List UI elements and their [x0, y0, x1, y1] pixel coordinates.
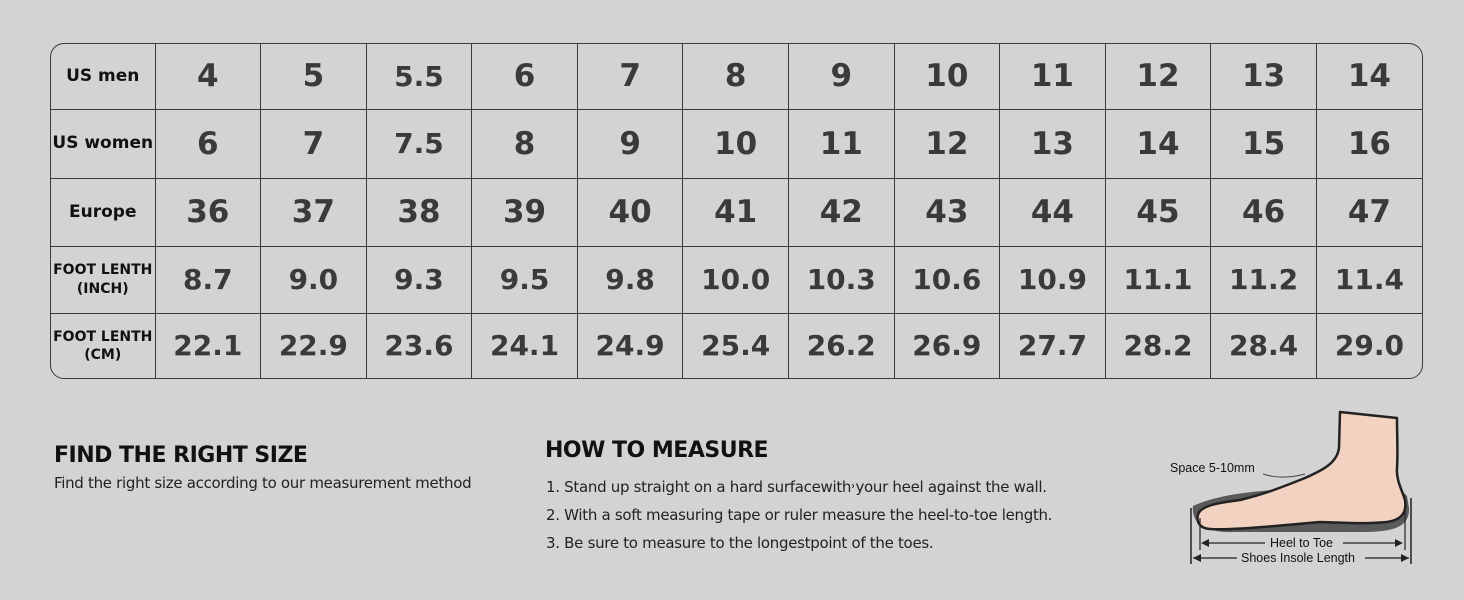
- size-cell: 39: [472, 178, 578, 246]
- size-cell: 11.2: [1211, 246, 1317, 313]
- size-cell: 10.6: [894, 246, 1000, 313]
- size-cell: 43: [894, 178, 1000, 246]
- row-label-line: FOOT LENTH: [53, 328, 153, 345]
- row-label: [51, 109, 155, 178]
- size-cell: 10: [894, 44, 1000, 109]
- size-cell: 10.3: [788, 246, 894, 313]
- size-cell: 12: [894, 109, 1000, 178]
- size-cell: 7: [577, 44, 683, 109]
- size-cell: 14: [1316, 44, 1422, 109]
- size-cell: 9.3: [366, 246, 472, 313]
- size-row: [51, 313, 1422, 378]
- row-label: [51, 246, 155, 313]
- size-cell: 38: [366, 178, 472, 246]
- size-cell: 23.6: [366, 313, 472, 378]
- size-cell: 26.9: [894, 313, 1000, 378]
- space-label: Space 5-10mm: [1170, 461, 1255, 475]
- size-cell: 37: [261, 178, 367, 246]
- size-cell: 8: [683, 44, 789, 109]
- size-cell: 28.4: [1211, 313, 1317, 378]
- size-cell: 42: [788, 178, 894, 246]
- size-cell: 9: [577, 109, 683, 178]
- row-label: [51, 178, 155, 246]
- size-cell: 22.1: [155, 313, 261, 378]
- size-cell: 6: [155, 109, 261, 178]
- size-cell: 5: [261, 44, 367, 109]
- size-cell: 26.2: [788, 313, 894, 378]
- row-label-line: US men: [66, 66, 140, 87]
- size-chart-table: [50, 43, 1423, 379]
- size-cell: 9: [788, 44, 894, 109]
- size-cell: 10.9: [1000, 246, 1106, 313]
- measure-step: 1. Stand up straight on a hard surfacewith˒your heel against the wall.: [546, 478, 1047, 496]
- size-row: [51, 44, 1422, 109]
- row-label-line: (INCH): [76, 280, 129, 297]
- foot-measurement-diagram: [1165, 408, 1425, 573]
- size-cell: 40: [577, 178, 683, 246]
- size-cell: 28.2: [1105, 313, 1211, 378]
- size-cell: 9.8: [577, 246, 683, 313]
- size-cell: 44: [1000, 178, 1106, 246]
- size-cell: 12: [1105, 44, 1211, 109]
- size-row: [51, 109, 1422, 178]
- size-cell: 10: [683, 109, 789, 178]
- row-label: [51, 44, 155, 109]
- size-cell: 11: [788, 109, 894, 178]
- size-cell: 6: [472, 44, 578, 109]
- size-cell: 22.9: [261, 313, 367, 378]
- how-to-measure-title: HOW TO MEASURE: [545, 438, 769, 463]
- size-cell: 10.0: [683, 246, 789, 313]
- size-cell: 5.5: [366, 44, 472, 109]
- find-size-subtitle: Find the right size according to our measurement method: [54, 474, 472, 492]
- size-cell: 45: [1105, 178, 1211, 246]
- row-label-line: (CM): [84, 346, 122, 363]
- size-cell: 8.7: [155, 246, 261, 313]
- size-cell: 13: [1000, 109, 1106, 178]
- row-label-line: US women: [52, 133, 154, 154]
- size-cell: 4: [155, 44, 261, 109]
- size-cell: 8: [472, 109, 578, 178]
- row-label-line: Europe: [69, 201, 137, 222]
- size-cell: 11.4: [1316, 246, 1422, 313]
- size-cell: 7: [261, 109, 367, 178]
- size-cell: 13: [1211, 44, 1317, 109]
- insole-length-label: Shoes Insole Length: [1241, 551, 1355, 565]
- size-cell: 15: [1211, 109, 1317, 178]
- size-cell: 24.9: [577, 313, 683, 378]
- size-cell: 11.1: [1105, 246, 1211, 313]
- size-cell: 25.4: [683, 313, 789, 378]
- size-cell: 11: [1000, 44, 1106, 109]
- size-cell: 29.0: [1316, 313, 1422, 378]
- row-label: [51, 313, 155, 378]
- size-cell: 27.7: [1000, 313, 1106, 378]
- size-cell: 47: [1316, 178, 1422, 246]
- size-row: [51, 178, 1422, 246]
- size-cell: 7.5: [366, 109, 472, 178]
- size-cell: 9.5: [472, 246, 578, 313]
- measure-steps-list: [546, 478, 1052, 562]
- size-cell: 36: [155, 178, 261, 246]
- row-label-line: FOOT LENTH: [53, 262, 153, 279]
- size-cell: 16: [1316, 109, 1422, 178]
- heel-to-toe-label: Heel to Toe: [1270, 536, 1334, 550]
- find-size-title: FIND THE RIGHT SIZE: [54, 443, 308, 468]
- size-cell: 9.0: [261, 246, 367, 313]
- size-cell: 41: [683, 178, 789, 246]
- measure-step: 2. With a soft measuring tape or ruler measure the heel-to-toe length.: [546, 506, 1053, 524]
- size-chart-grid: [51, 44, 1422, 378]
- size-cell: 14: [1105, 109, 1211, 178]
- measure-step: 3. Be sure to measure to the longestpoint of the toes.: [546, 534, 934, 552]
- size-cell: 24.1: [472, 313, 578, 378]
- size-row: [51, 246, 1422, 313]
- size-cell: 46: [1211, 178, 1317, 246]
